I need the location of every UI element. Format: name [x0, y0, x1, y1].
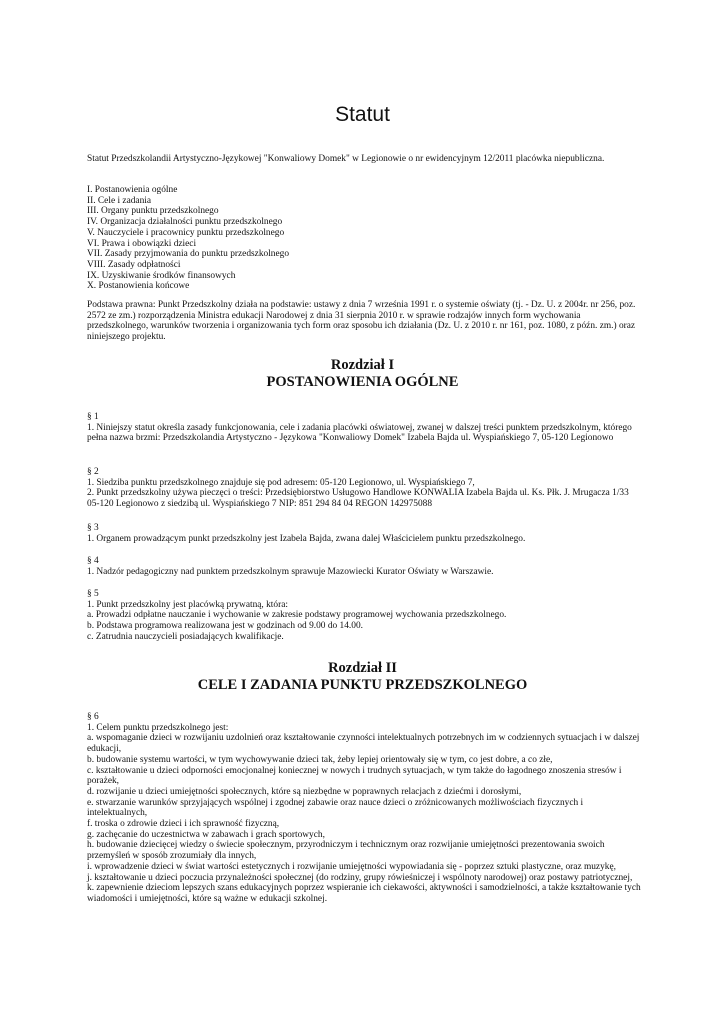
- section-line: 1. Organem prowadzącym punkt przedszkolny jest Izabela Bajda, zwana dalej Właścicielem punktu przedszkolnego.: [87, 533, 526, 544]
- chapter-name: POSTANOWIENIA OGÓLNE: [266, 374, 459, 390]
- section-line: f. troska o zdrowie dzieci i ich sprawność fizyczną,: [87, 819, 280, 830]
- section-line: h. budowanie dziecięcej wiedzy o świecie społecznym, przyrodniczym i technicznym oraz rozwijanie umiejętności prezentowania swoich przemyśleń w sposób zrozumiały dla innych,: [87, 840, 605, 862]
- toc-item: IX. Uzyskiwanie środków finansowych: [87, 270, 236, 281]
- section-line: 1. Nadzór pedagogiczny nad punktem przedszkolnym sprawuje Mazowiecki Kurator Oświaty w Warszawie.: [87, 566, 494, 577]
- toc-item: VII. Zasady przyjmowania do punktu przedszkolnego: [87, 249, 290, 260]
- section-line: a. Prowadzi odpłatne nauczanie i wychowanie w zakresie podstawy programowej wychowania przedszkolnego.: [87, 610, 507, 621]
- chapter-2-heading: [0, 660, 725, 694]
- toc-item: IV. Organizacja działalności punktu przedszkolnego: [87, 217, 283, 228]
- chapter-number: Rozdział II: [328, 660, 397, 676]
- section-line: e. stwarzanie warunków sprzyjających wspólnej i zgodnej zabawie oraz nauce dzieci o zróżnicowanych możliwościach fizycznych i intelektualnych,: [87, 797, 584, 819]
- section-mark: § 1: [87, 412, 99, 422]
- section-mark: § 2: [87, 467, 99, 477]
- section-line: a. wspomaganie dzieci w rozwijaniu uzdolnień oraz kształtowanie czynności intelektualnych potrzebnych im w codziennych sytuacjach i w dalszej edukacji,: [87, 733, 640, 755]
- section-1: [87, 412, 642, 444]
- section-line: 1. Siedziba punktu przedszkolnego znajduje się pod adresem: 05-120 Legionowo, ul. Wyspiańskiego 7,: [87, 477, 475, 488]
- section-line: c. kształtowanie u dzieci odporności emocjonalnej koniecznej w nowych i trudnych sytuacjach, w tym także do łagodnego znoszenia stresów i porażek,: [87, 765, 622, 787]
- intro-text: Statut Przedszkolandii Artystyczno-Językowej "Konwaliowy Domek" w Legionowie o nr ewidencyjnym 12/2011 placówka niepubliczna.: [87, 154, 605, 164]
- section-line: d. rozwijanie u dzieci umiejętności społecznych, które są niezbędne w poprawnych relacjach z dziećmi i dorosłymi,: [87, 786, 522, 797]
- table-of-contents: [87, 185, 642, 292]
- section-6: [87, 712, 642, 905]
- toc-item: I. Postanowienia ogólne: [87, 185, 178, 195]
- section-line: g. zachęcanie do uczestnictwa w zabawach i grach sportowych,: [87, 829, 325, 840]
- toc-item: II. Cele i zadania: [87, 195, 152, 206]
- section-line: 1. Celem punktu przedszkolnego jest:: [87, 722, 229, 733]
- section-mark: § 4: [87, 556, 99, 566]
- page-title: Statut: [335, 103, 390, 126]
- toc-item: VI. Prawa i obowiązki dzieci: [87, 238, 197, 249]
- section-line: j. kształtowanie u dzieci poczucia przynależności społecznej (do rodziny, grupy rówieśniczej i wspólnoty narodowej) oraz postawy patriotycznej,: [87, 872, 633, 883]
- section-line: k. zapewnienie dzieciom lepszych szans edukacyjnych poprzez wspieranie ich ciekawości, aktywności i samodzielności, a także kształtowanie tych wiadomości i umiejętności, które są ważne w edukacji szkolnej.: [87, 883, 641, 904]
- section-line: 2. Punkt przedszkolny używa pieczęci o treści: Przedsiębiorstwo Usługowo Handlowe KONWALIA Izabela Bajda ul. Ks. Płk. J. Mrugacza 1/33 05-120 Legionowo z siedzibą ul. Wyspiańskiego 7 NIP: 851 294 84 04 REGON 142975088: [87, 488, 629, 510]
- legal-basis-paragraph: [87, 300, 642, 343]
- section-line: 1. Punkt przedszkolny jest placówką prywatną, która:: [87, 599, 288, 610]
- section-mark: § 6: [87, 712, 99, 722]
- section-2: [87, 467, 642, 510]
- section-5: [87, 589, 642, 643]
- toc-item: V. Nauczyciele i pracownicy punktu przedszkolnego: [87, 227, 285, 238]
- legal-basis-text: Podstawa prawna: Punkt Przedszkolny działa na podstawie: ustawy z dnia 7 września 1991 r. o systemie oświaty (tj. - Dz. U. z 2004r. nr 256, poz. 2572 ze zm.) rozporządzenia Ministra edukacji Narodowej z dnia 31 sierpnia 2010 r. w sprawie rodzajów innych form wychowania przedszkolnego, warunków tworzenia i organizowania tych form oraz sposobu ich działania (Dz. U. z 2010 r. nr 161, poz. 1080, z późn. zm.) oraz niniejszego projektu.: [87, 300, 636, 343]
- section-3: [87, 523, 642, 544]
- section-line: i. wprowadzenie dzieci w świat wartości estetycznych i rozwijanie umiejętności wypowiadania się - poprzez sztuki plastyczne, oraz muzykę,: [87, 861, 616, 872]
- toc-item: X. Postanowienia końcowe: [87, 281, 190, 292]
- section-line: b. Podstawa programowa realizowana jest w godzinach od 9.00 do 14.00.: [87, 621, 363, 632]
- section-mark: § 3: [87, 523, 99, 533]
- section-mark: § 5: [87, 589, 99, 599]
- chapter-1-heading: [0, 357, 725, 391]
- section-line: c. Zatrudnia nauczycieli posiadających kwalifikacje.: [87, 631, 284, 642]
- toc-item: III. Organy punktu przedszkolnego: [87, 206, 219, 217]
- chapter-number: Rozdział I: [330, 357, 395, 373]
- toc-item: VIII. Zasady odpłatności: [87, 259, 181, 270]
- section-line: b. budowanie systemu wartości, w tym wychowywanie dzieci tak, żeby lepiej orientowały się w tym, co jest dobre, a co złe,: [87, 754, 553, 765]
- section-4: [87, 556, 642, 577]
- section-line: 1. Niniejszy statut określa zasady funkcjonowania, cele i zadania placówki oświatowej, zwanej w dalszej treści punktem przedszkolnym, którego pełna nazwa brzmi: Przedszkolandia Artystyczno - Językowa "Konwaliowy Domek" Izabela Bajda ul. Wyspiańskiego 7, 05-120 Legionowo: [87, 422, 632, 444]
- intro-paragraph: [87, 154, 642, 165]
- chapter-name: CELE I ZADANIA PUNKTU PRZEDSZKOLNEGO: [197, 677, 528, 693]
